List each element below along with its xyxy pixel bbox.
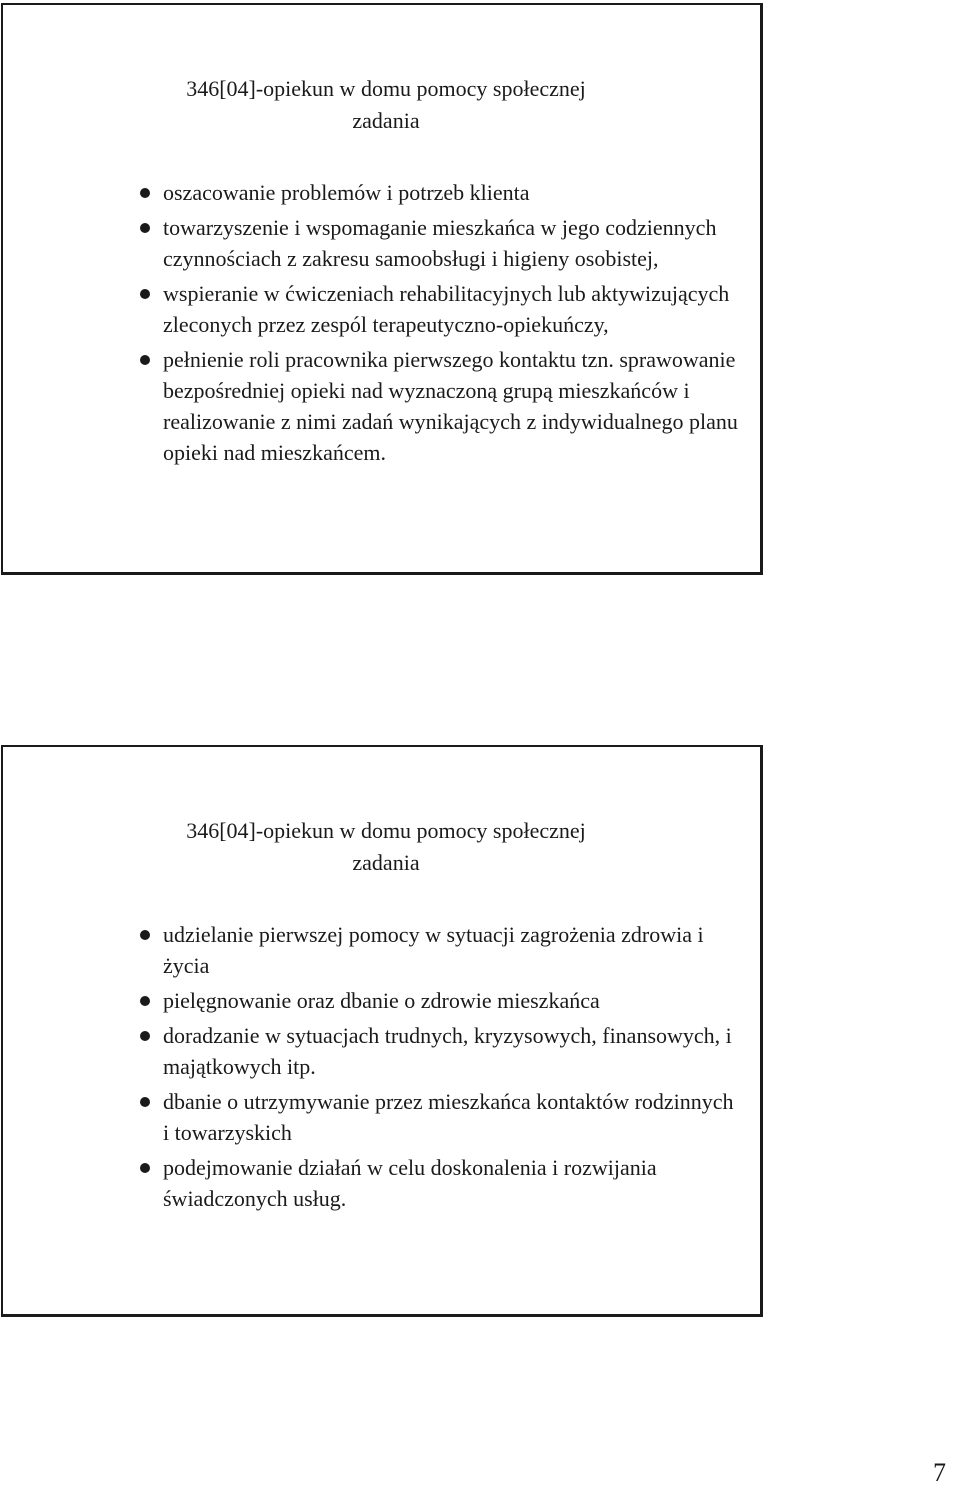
bullet-text: pielęgnowanie oraz dbanie o zdrowie mieszkańca	[163, 988, 600, 1013]
bullet-text: dbanie o utrzymywanie przez mieszkańca kontaktów rodzinnych i towarzyskich	[163, 1089, 734, 1145]
slide-title	[3, 815, 769, 879]
bullet-icon	[140, 1031, 150, 1041]
bullet-item	[163, 1086, 743, 1148]
bullet-icon	[140, 289, 150, 299]
bullet-item	[163, 344, 743, 468]
bullet-icon	[140, 1163, 150, 1173]
bullet-icon	[140, 1097, 150, 1107]
bullet-item	[163, 278, 743, 340]
bullet-list	[163, 919, 743, 1218]
slide-title-line-2: zadania	[352, 108, 420, 133]
bullet-icon	[140, 996, 150, 1006]
bullet-item	[163, 985, 743, 1016]
bullet-text: udzielanie pierwszej pomocy w sytuacji zagrożenia zdrowia i życia	[163, 922, 704, 978]
bullet-icon	[140, 355, 150, 365]
bullet-text: oszacowanie problemów i potrzeb klienta	[163, 180, 530, 205]
bullet-text: towarzyszenie i wspomaganie mieszkańca w jego codziennych czynnościach z zakresu samoobsługi i higieny osobistej,	[163, 215, 717, 271]
bullet-item	[163, 212, 743, 274]
bullet-icon	[140, 223, 150, 233]
bullet-text: pełnienie roli pracownika pierwszego kontaktu tzn. sprawowanie bezpośredniej opieki nad wyznaczoną grupą mieszkańców i realizowanie z nimi zadań wynikających z indywidualnego planu opieki nad mieszkańcem.	[163, 347, 738, 465]
slide-title-line-1: 346[04]-opiekun w domu pomocy społecznej	[186, 76, 586, 101]
slide-1	[1, 3, 763, 575]
bullet-text: wspieranie w ćwiczeniach rehabilitacyjnych lub aktywizujących zleconych przez zespól terapeutyczno-opiekuńczy,	[163, 281, 730, 337]
slide-title-line-2: zadania	[352, 850, 420, 875]
bullet-item	[163, 1020, 743, 1082]
bullet-icon	[140, 930, 150, 940]
bullet-icon	[140, 188, 150, 198]
bullet-item	[163, 1152, 743, 1214]
bullet-item	[163, 177, 743, 208]
slide-2	[1, 745, 763, 1317]
page-number: 7	[933, 1458, 946, 1487]
bullet-list	[163, 177, 743, 472]
bullet-text: doradzanie w sytuacjach trudnych, kryzysowych, finansowych, i majątkowych itp.	[163, 1023, 732, 1079]
bullet-item	[163, 919, 743, 981]
bullet-text: podejmowanie działań w celu doskonalenia i rozwijania świadczonych usług.	[163, 1155, 657, 1211]
slide-title-line-1: 346[04]-opiekun w domu pomocy społecznej	[186, 818, 586, 843]
slide-title	[3, 73, 769, 137]
